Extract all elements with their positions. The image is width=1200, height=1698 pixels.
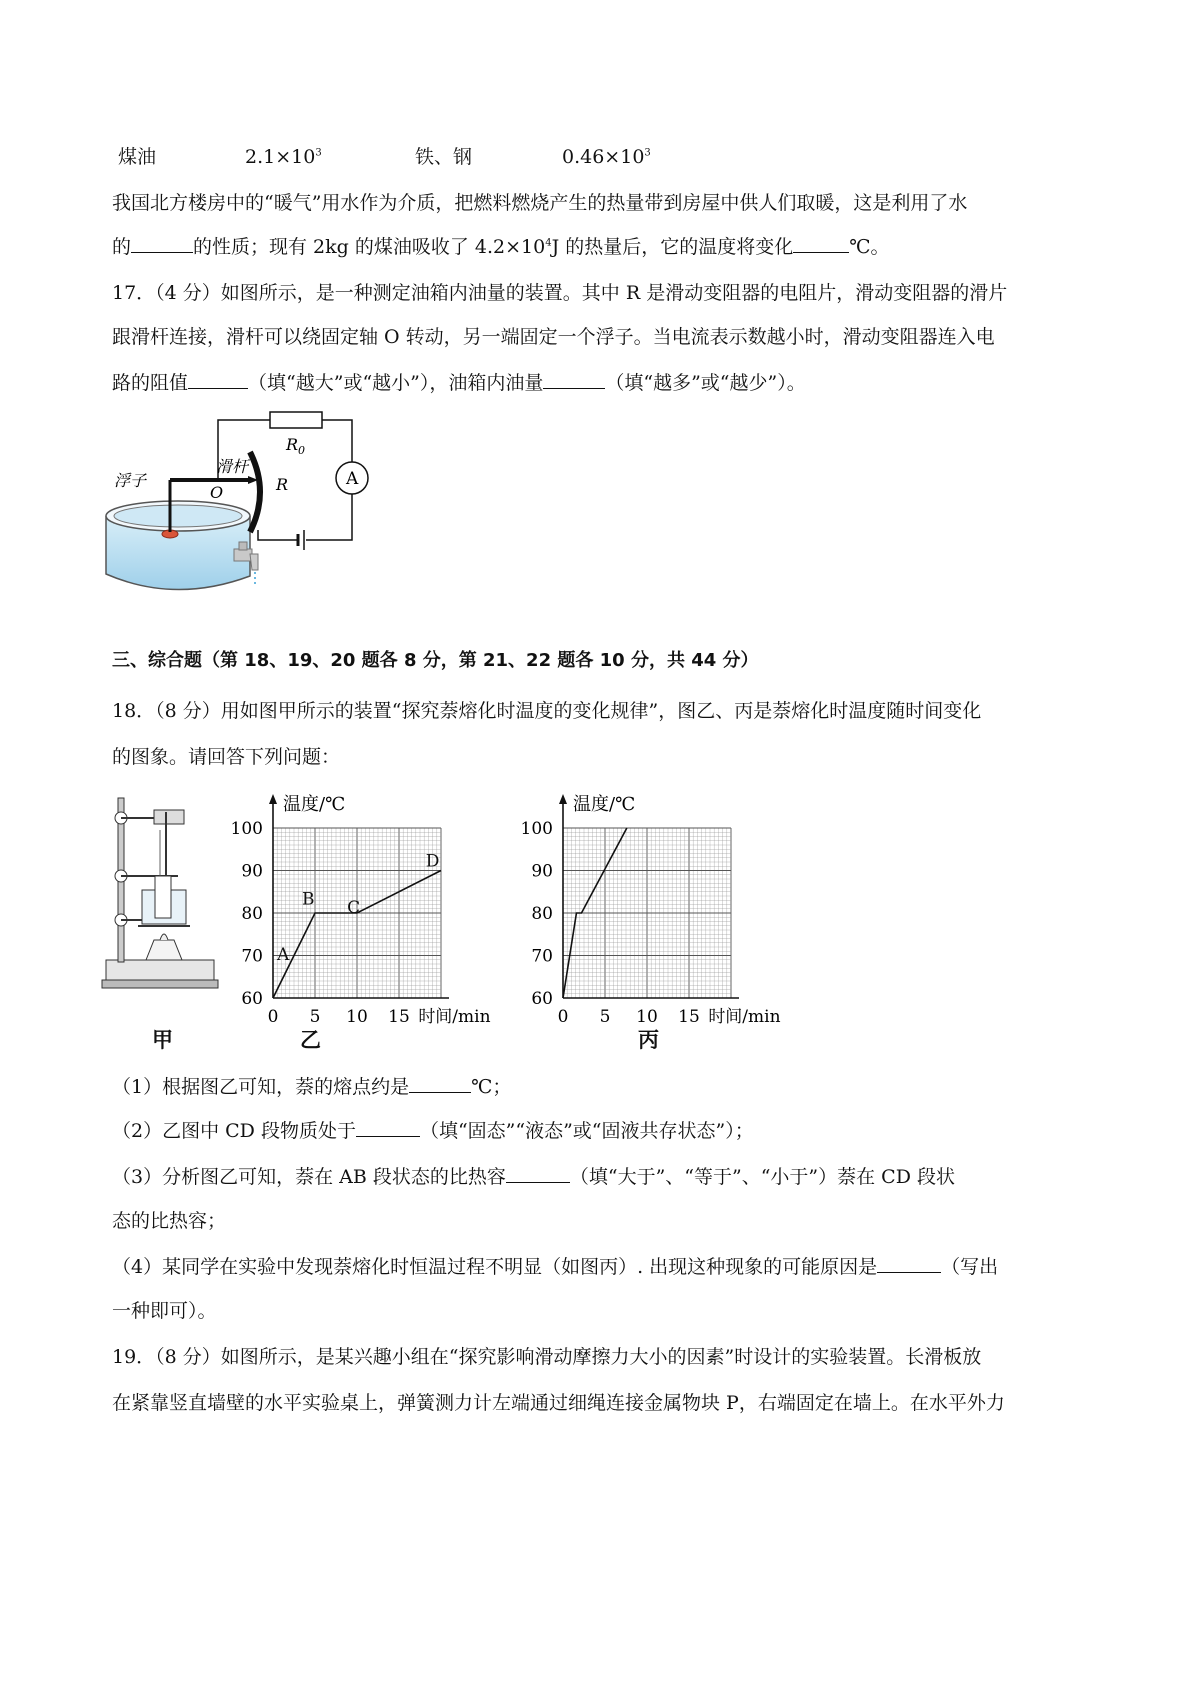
melting-chart-bing (515, 782, 815, 1032)
q18-sub4: （4）某同学在实验中发现萘熔化时恒温过程不明显（如图丙）. 出现这种现象的可能原因是 （写出 (112, 1256, 999, 1278)
answer-blank[interactable] (188, 372, 248, 389)
label-r0: $R_0$ (286, 435, 306, 457)
label-o: O (210, 483, 224, 502)
table-row (118, 146, 156, 169)
rheostat-arc (250, 452, 260, 532)
y-tick-label: 60 (531, 989, 553, 1009)
melting-apparatus-figure (100, 790, 220, 1000)
y-tick-label: 70 (531, 946, 553, 967)
label-ammeter: A (346, 469, 359, 489)
q16-line1: 我国北方楼房中的“暖气”用水作为介质，把燃料燃烧产生的热量带到房屋中供人们取暖，这是利用了水 (112, 192, 968, 214)
q18-line1: 18．（8 分）用如图甲所示的装置“探究萘熔化时温度的变化规律”，图乙、丙是萘熔化时温度随时间变化 (112, 700, 982, 722)
q17-line2: 跟滑杆连接，滑杆可以绕固定轴 O 转动，另一端固定一个浮子。当电流表示数越小时，滑动变阻器连入电 (112, 326, 995, 348)
answer-blank[interactable] (356, 1120, 420, 1137)
x-tick-label: 15 (678, 1007, 700, 1027)
q18-sub1: （1）根据图乙可知，萘的熔点约是 ℃； (112, 1076, 512, 1098)
q18-sub2: （2）乙图中 CD 段物质处于 （填“固态”“液态”或“固液共存状态”）； (112, 1120, 754, 1142)
q18-sub3-cont: 态的比热容； (112, 1210, 227, 1232)
y-axis-label: 温度/℃ (283, 794, 346, 815)
q19-line2: 在紧靠竖直墙壁的水平实验桌上，弹簧测力计左端通过细绳连接金属物块 P，右端固定在墙上。在水平外力 (112, 1392, 1005, 1414)
q19-line1: 19．（8 分）如图所示，是某兴趣小组在“探究影响滑动摩擦力大小的因素”时设计的实验装置。长滑板放 (112, 1346, 982, 1368)
answer-blank[interactable] (131, 236, 193, 253)
x-tick-label: 5 (309, 1007, 321, 1027)
x-tick-label: 10 (636, 1007, 658, 1027)
figure-label-jia: 甲 (152, 1028, 173, 1052)
y-axis-arrow (559, 794, 567, 804)
oil-gauge-circuit-figure (100, 404, 390, 600)
answer-blank[interactable] (793, 236, 849, 253)
table-cell-value: $2.1\times 10^3$ (245, 146, 322, 168)
substance-kerosene: 煤油 (118, 146, 157, 168)
table-cell-name: 铁、钢 (415, 146, 473, 168)
q17-line1: 17．（4 分）如图所示，是一种测定油箱内油量的装置。其中 R 是滑动变阻器的电阻片，滑动变阻器的滑片 (112, 282, 1008, 304)
q16-line2: 的 的性质；现有 2kg 的煤油吸收了 $4.2\times 10^4J$ 的热量后，它的温度将变化 ℃。 (112, 236, 890, 258)
x-tick-label: 10 (346, 1007, 368, 1027)
point-label: D (425, 851, 440, 872)
y-tick-label: 90 (241, 861, 263, 882)
x-tick-label: 5 (599, 1007, 611, 1027)
resistor-r0 (270, 412, 322, 428)
answer-blank[interactable] (543, 372, 605, 389)
label-float: 浮子 (114, 471, 147, 490)
y-tick-label: 80 (241, 904, 263, 924)
table-cell-value: $0.46\times 10^3$ (562, 146, 651, 168)
label-r: R (276, 475, 289, 494)
y-axis-arrow (269, 794, 277, 804)
x-tick-label: 0 (557, 1007, 569, 1027)
q18-sub4-cont: 一种即可）。 (112, 1300, 217, 1322)
x-tick-label: 15 (388, 1007, 410, 1027)
q18-sub3: （3）分析图乙可知，萘在 AB 段状态的比热容 （填“大于”、“等于”、“小于”）萘在 CD 段状 (112, 1166, 955, 1188)
answer-blank[interactable] (409, 1076, 471, 1093)
answer-blank[interactable] (877, 1256, 941, 1273)
q18-line2: 的图象。请回答下列问题： (112, 746, 341, 768)
y-tick-label: 100 (230, 819, 263, 839)
y-tick-label: 80 (531, 904, 553, 924)
x-tick-label: 0 (267, 1007, 279, 1027)
y-axis-label: 温度/℃ (573, 794, 636, 815)
answer-blank[interactable] (506, 1166, 570, 1183)
x-axis-label: 时间/min (708, 1007, 781, 1027)
figure-label-yi: 乙 (300, 1028, 321, 1052)
section-heading: 三、综合题（第 18、19、20 题各 8 分，第 21、22 题各 10 分，共 44 分） (112, 650, 759, 671)
y-tick-label: 60 (241, 989, 263, 1009)
figure-label-bing: 丙 (638, 1028, 659, 1052)
label-rod: 滑杆 (216, 457, 249, 476)
y-tick-label: 70 (241, 946, 263, 967)
y-tick-label: 100 (520, 819, 553, 839)
q17-line3: 路的阻值 （填“越大”或“越小”），油箱内油量 （填“越多”或“越少”）。 (112, 372, 806, 394)
point-label: A (276, 944, 290, 965)
melting-chart-yi (225, 782, 525, 1032)
y-tick-label: 90 (531, 861, 553, 882)
point-label: C (347, 898, 361, 918)
point-label: B (302, 889, 315, 910)
x-axis-label: 时间/min (418, 1007, 491, 1027)
